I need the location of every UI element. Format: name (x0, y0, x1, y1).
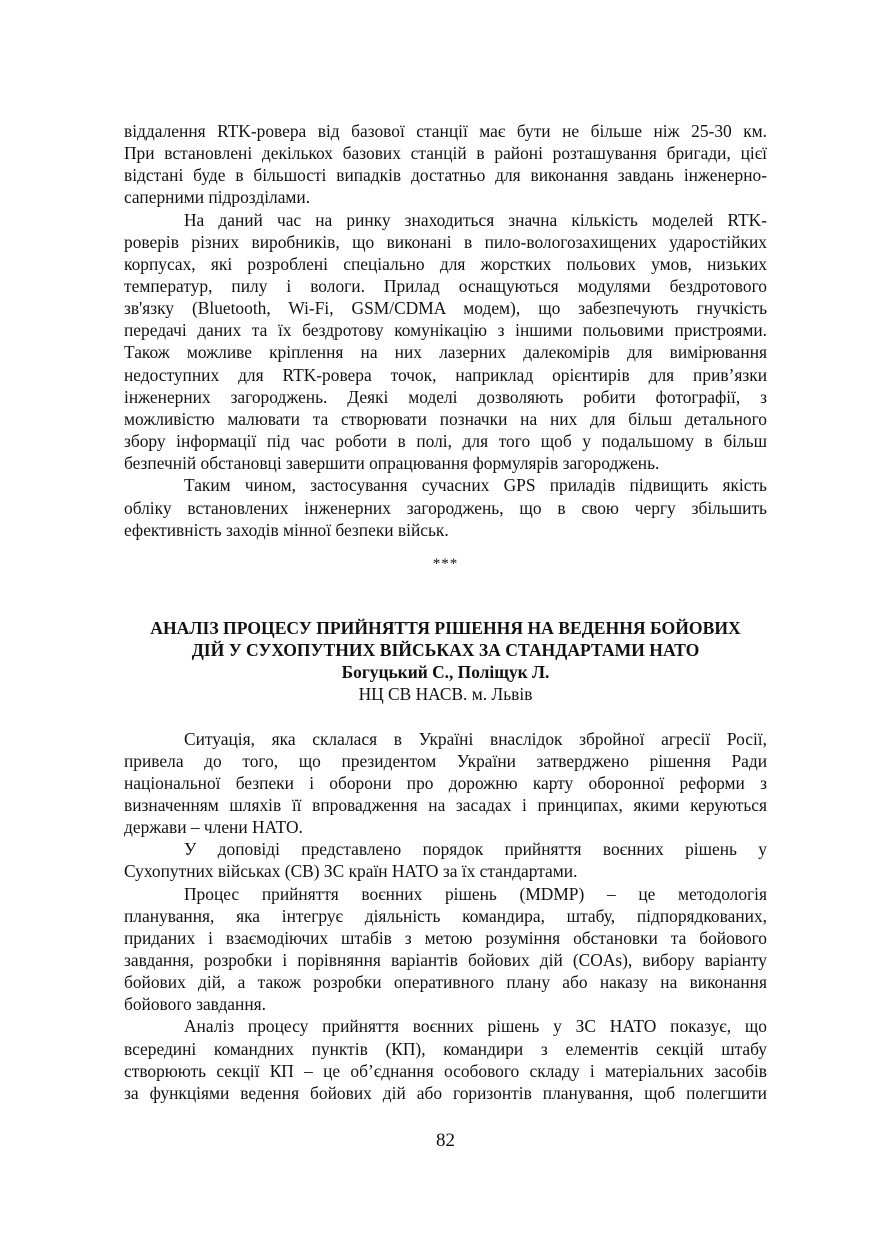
article-affiliation: НЦ СВ НАСВ. м. Львів (358, 684, 533, 704)
article-title-line-1: АНАЛІЗ ПРОЦЕСУ ПРИЙНЯТТЯ РІШЕННЯ НА ВЕДЕННЯ БОЙОВИХ (150, 618, 741, 638)
p2-line-5: зв'язку (Bluetooth, Wi-Fi, GSM/CDMA модем), що забезпечують гнучкість (124, 298, 767, 318)
a4-line-2: всередині командних пунктів (КП), командири з елементів секцій штабу (124, 1039, 767, 1059)
p2-line-3: корпусах, які розроблені спеціально для жорстких польових умов, низьких (124, 254, 767, 274)
a1-line-3: національної безпеки і оборони про дорожню карту оборонної реформи з (124, 773, 767, 793)
p2-line-4: температур, пилу і вологи. Прилад оснащуються модулями бездротового (124, 276, 767, 296)
p3-line-3: ефективність заходів мінної безпеки військ. (124, 520, 449, 540)
a4-line-4: за функціями ведення бойових дій або горизонтів планування, щоб полегшити (124, 1083, 767, 1103)
p2-line-8: недоступних для RTK-ровера точок, наприклад орієнтирів для прив’язки (124, 365, 767, 385)
page-number: 82 (436, 1130, 455, 1151)
a2-line-1: У доповіді представлено порядок прийняття воєнних рішень у (184, 839, 767, 859)
a1-line-5: держави – члени НАТО. (124, 817, 303, 837)
a1-line-1: Ситуація, яка склалася в Україні внаслідок збройної агресії Росії, (184, 729, 767, 749)
a3-line-1: Процес прийняття воєнних рішень (MDMP) – це методологія (184, 884, 767, 904)
a3-line-6: бойового завдання. (124, 994, 266, 1014)
a1-line-4: визначенням шляхів її впровадження на засадах і принципах, якими керуються (124, 795, 767, 815)
section-separator: *** (432, 556, 459, 572)
p1-line-2: При встановлені декількох базових станцій в районі розташування бригади, цієї (124, 143, 767, 163)
a2-line-2: Сухопутних військах (СВ) ЗС країн НАТО за їх стандартами. (124, 861, 578, 881)
p2-line-7: Також можливе кріплення на них лазерних далекомірів для вимірювання (124, 342, 767, 362)
p1-line-4: саперними підрозділами. (124, 187, 311, 207)
p2-line-11: збору інформації під час роботи в полі, для того щоб у подальшому в більш (124, 431, 767, 451)
article-title-line-2: ДІЙ У СУХОПУТНИХ ВІЙСЬКАХ ЗА СТАНДАРТАМИ НАТО (191, 640, 700, 660)
article-authors: Богуцький С., Поліщук Л. (341, 662, 550, 682)
a3-line-3: приданих і взаємодіючих штабів з метою розуміння обстановки та бойового (124, 928, 767, 948)
p3-line-2: обліку встановлених інженерних загороджень, що в свою чергу збільшить (124, 498, 767, 518)
p1-line-1: віддалення RTK-ровера від базової станції має бути не більше ніж 25-30 км. (124, 121, 767, 141)
a3-line-4: завдання, розробки і порівняння варіантів бойових дій (COAs), вибору варіанту (124, 950, 767, 970)
a4-line-1: Аналіз процесу прийняття воєнних рішень у ЗС НАТО показує, що (184, 1016, 767, 1036)
p2-line-1: На даний час на ринку знаходиться значна кількість моделей RTK- (184, 210, 767, 230)
p2-line-9: інженерних загороджень. Деякі моделі дозволяють робити фотографії, з (124, 387, 767, 407)
p2-line-10: можливістю малювати та створювати позначки на них для більш детального (124, 409, 767, 429)
p2-line-12: безпечній обстановці завершити опрацювання формулярів загороджень. (124, 453, 660, 473)
p3-line-1: Таким чином, застосування сучасних GPS приладів підвищить якість (184, 475, 767, 495)
a3-line-2: планування, яка інтегрує діяльність командира, штабу, підпорядкованих, (124, 906, 767, 926)
p1-line-3: відстані буде в більшості випадків достатньо для виконання завдань інженерно- (124, 165, 767, 185)
a1-line-2: привела до того, що президентом України затверджено рішення Ради (124, 751, 767, 771)
a3-line-5: бойових дій, а також розробки оперативного плану або наказу на виконання (124, 972, 767, 992)
p2-line-2: роверів різних виробників, що виконані в пило-вологозахищених ударостійких (124, 232, 767, 252)
a4-line-3: створюють секції КП – це об’єднання особового складу і матеріальних засобів (124, 1061, 767, 1081)
p2-line-6: передачі даних та їх бездротову комунікацію з іншими польовими пристроями. (124, 320, 767, 340)
